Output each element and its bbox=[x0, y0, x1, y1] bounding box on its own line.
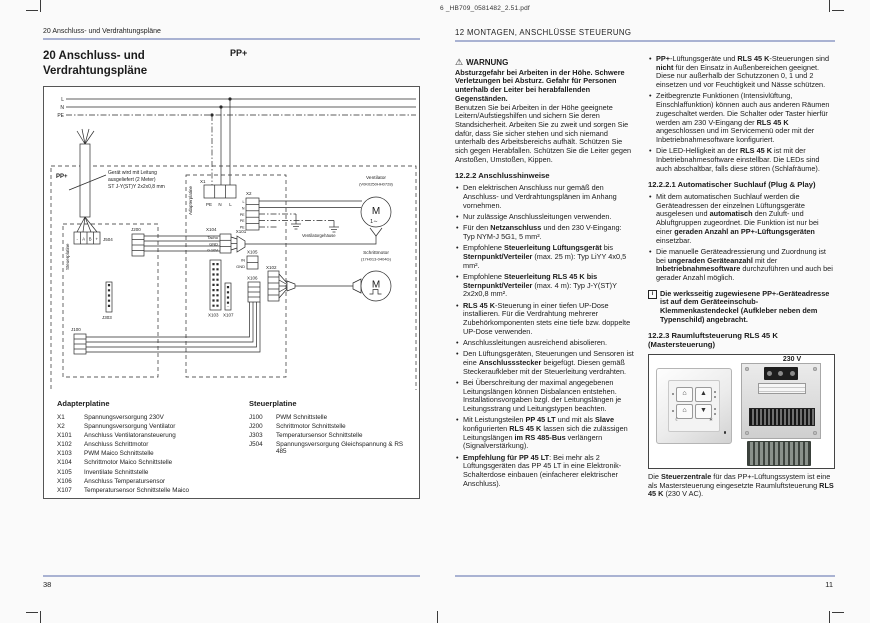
ground-symbol bbox=[291, 220, 301, 229]
ground-symbol bbox=[329, 223, 339, 232]
svg-text:ausgeliefert (2 Meter): ausgeliefert (2 Meter) bbox=[108, 176, 156, 183]
header-rule bbox=[455, 40, 835, 42]
legend-row: X104 Schrittmotor Maico Schnittstelle bbox=[57, 459, 173, 467]
connector-x102: X102 bbox=[266, 264, 277, 270]
legend-row: X102 Anschluss Schrittmotor bbox=[57, 441, 149, 449]
svg-text:L: L bbox=[229, 201, 232, 207]
button-home-icon: ⌂ bbox=[676, 387, 693, 402]
warning-block bbox=[455, 58, 634, 164]
label-ventilatorgehaeuse: Ventilatorgehäuse bbox=[302, 232, 336, 238]
led bbox=[714, 408, 716, 410]
list-item: • Die manuelle Geräteadressierung und Zuordnung ist bei ungeraden Geräteanzahl mit der Inbetriebnahmesoftware durchzuführen und auch bei gerader Anzahl möglich. bbox=[648, 248, 835, 283]
svg-text:L: L bbox=[242, 199, 245, 204]
label-PE: PE bbox=[57, 112, 64, 119]
list-item: • Mit dem automatischen Suchlauf werden die Geräteadressen der einzelnen Lüftungsgeräte ausgelesen und automatisch den Zuluft- und Abluftgruppen zugeordnet. Die Funktion ist nur bei einer geraden Anzahl an PP+-Lüftungsgeräten einsetzbar. bbox=[648, 193, 835, 245]
legend-row: X103 PWM Maico Schnittstelle bbox=[57, 450, 154, 458]
legend-row: X106 Anschluss Temperatursensor bbox=[57, 477, 166, 485]
label-L: L bbox=[61, 96, 64, 103]
warning-title: WARNUNG bbox=[466, 58, 509, 67]
connector-j100: J100 bbox=[71, 326, 81, 332]
svg-text:GND: GND bbox=[236, 263, 245, 269]
fan-icon: ∗ bbox=[708, 417, 713, 424]
list-item: • Die LED-Helligkeit an der RLS 45 K ist mit der Inbetriebnahmesoftware einstellbar. Die LEDs sind auch abschaltbar, falls diese stören (Schlafräume). bbox=[648, 147, 835, 173]
connector-x1: X1 bbox=[200, 178, 206, 184]
pdf-filename: 6 _HB709_0581482_2.51.pdf bbox=[440, 5, 530, 12]
footer-rule bbox=[43, 575, 420, 577]
svg-text:B: B bbox=[88, 236, 92, 241]
connector-x101: X101 bbox=[235, 228, 247, 234]
svg-text:M: M bbox=[371, 279, 381, 290]
rls45k-back-view bbox=[741, 363, 821, 439]
warning-icon: ⚠ bbox=[455, 57, 464, 67]
connector-x104: X104 bbox=[206, 226, 217, 232]
diagram-legend bbox=[57, 399, 415, 497]
legend-row: J100 PWM Schnittstelle bbox=[249, 413, 328, 421]
page-left bbox=[43, 28, 420, 589]
svg-text:N: N bbox=[218, 201, 222, 207]
crop-mark bbox=[832, 10, 844, 11]
svg-text:+: + bbox=[95, 236, 98, 241]
legend-row: X1 Spannungsversorgung 230V bbox=[57, 413, 164, 421]
connector-j200: J200 bbox=[131, 226, 141, 232]
button-down-icon: ▼ bbox=[695, 404, 712, 419]
section-heading: 12.2.2.1 Automatischer Suchlauf (Plug & Play) bbox=[648, 180, 816, 190]
connector-x107: X107 bbox=[223, 312, 234, 317]
legend-row: X105 Inventilate Schnittstelle bbox=[57, 468, 149, 476]
warning-headline: Absturzgefahr bei Arbeiten in der Höhe. Schwere Verletzungen bei Absturz. Gefahr für Personen unterhalb der Leiter bei herabfallenden Gegenständen. bbox=[455, 67, 625, 103]
crop-mark bbox=[437, 611, 438, 623]
wiring-diagram bbox=[44, 87, 419, 390]
list-item: • Bei Überschreitung der maximal angegebenen Leitungslängen können Disbalancen entstehen. Installationsvorgaben bzgl. der Leitungslängen je Leitungsstrang und Leitungstypen beachten. bbox=[455, 379, 634, 414]
button-home2-icon: ⌂ bbox=[676, 404, 693, 419]
schrittmotor-label: Schrittmotor bbox=[363, 250, 389, 256]
page-number-left: 38 bbox=[43, 580, 52, 589]
ventilator-label: Ventilator bbox=[365, 175, 387, 181]
svg-text:ST J-Y(ST)Y 2x2x0,8 mm: ST J-Y(ST)Y 2x2x0,8 mm bbox=[108, 183, 165, 190]
mains-terminal bbox=[764, 367, 798, 380]
connector-x2: X2 bbox=[246, 190, 252, 196]
svg-text:PE: PE bbox=[239, 218, 245, 223]
legend-row: X107 Temperatursensor Schnittstelle Maico bbox=[57, 487, 189, 494]
led bbox=[672, 410, 674, 412]
svg-text:(17H013-0404G): (17H013-0404G) bbox=[360, 256, 392, 261]
connector-x106: X106 bbox=[247, 275, 258, 280]
text-column-1 bbox=[455, 58, 634, 491]
crop-mark bbox=[40, 611, 41, 623]
svg-text:Tacho: Tacho bbox=[207, 234, 218, 240]
diagram-title-pp: PP+ bbox=[230, 48, 248, 58]
wiring-figure-frame bbox=[43, 86, 420, 499]
legend-row: J504 Spannungsversorgung Gleichspannung & RS 485 bbox=[249, 441, 404, 456]
list-item: • Den Lüftungsgeräten, Steuerungen und Sensoren ist eine Anschlussstecker beigefügt. Diesen gemäß Steckeraufkleber mit der Steuerleitung verdrahten. bbox=[455, 350, 634, 376]
section-heading: 12.2.3 Raumluftsteuerung RLS 45 K (Mastersteuerung) bbox=[648, 331, 778, 350]
button-up-icon: ▲ bbox=[695, 387, 712, 402]
legend-steuerplatine: Steuerplatine J100 PWM Schnittstelle J200 Schrittmotor Schnittstelle J303 Temperatursensor Schnittstelle J504 Spannungsversorgung Gleichspannung & RS 485 bbox=[249, 399, 415, 497]
svg-text:A: A bbox=[82, 236, 86, 241]
plug-terminal-strip bbox=[747, 441, 811, 466]
info-icon: i bbox=[648, 290, 657, 299]
crop-mark bbox=[40, 0, 41, 12]
info-note: i Die werksseitig zugewiesene PP+-Geräteadresse ist auf dem Geräteeinschub-Klemmenkastendeckel (Aufkleber neben dem Typenschild) angebracht. bbox=[648, 290, 835, 325]
connector-j504: J504 bbox=[103, 236, 113, 242]
text-column-2 bbox=[648, 55, 835, 499]
running-header-right: 12 MONTAGEN, ANSCHLÜSSE STEUERUNG bbox=[455, 28, 632, 37]
led bbox=[714, 413, 716, 415]
connector-j303: J303 bbox=[102, 314, 112, 320]
legend-adapterplatine: Adapterplatine X1 Spannungsversorgung 230V X2 Spannungsversorgung Ventilator X101 Anschluss Ventilatoransteuerung X102 Anschluss Schrittmotor X103 PWM Maico Schnittstelle X104 Schrittmotor Maico Schnittstelle X105 Inventilate Schnittstelle X106 Anschluss Temperatursensor X107 Temperatursensor Schnittstelle Maico bbox=[57, 399, 249, 497]
label-N: N bbox=[60, 104, 64, 111]
crop-mark bbox=[832, 612, 844, 613]
led bbox=[714, 396, 716, 398]
list-item: • PP+-Lüftungsgeräte und RLS 45 K-Steuerungen sind nicht für den Einsatz in Außenbereichen geeignet. Diese nur außerhalb der Schutzzonen 0, 1 und 2 einsetzen und vor Feuchtigkeit und Nässe schützen. bbox=[648, 55, 835, 90]
svg-text:PE: PE bbox=[239, 212, 245, 217]
legend-row: X2 Spannungsversorgung Ventilator bbox=[57, 422, 176, 430]
voltage-label: 230 V bbox=[782, 355, 802, 363]
crop-mark bbox=[26, 612, 38, 613]
legend-row: J200 Schrittmotor Schnittstelle bbox=[249, 422, 346, 430]
page-right bbox=[455, 28, 835, 589]
moon-icon: ☾ bbox=[675, 417, 680, 424]
led bbox=[672, 393, 674, 395]
svg-text:N: N bbox=[241, 205, 245, 210]
pp-box-label: PP+ bbox=[56, 173, 68, 180]
list-item: • RLS 45 K-Steuerung in einer tiefen UP-Dose installieren. Für die Verdrahtung mehrerer Zubehörkomponenten stets eine tiefe bzw. doppelte UP-Dose verwenden. bbox=[455, 302, 634, 337]
list-item: • Empfohlene Steuerleitung Lüftungsgerät bis Sternpunkt/Verteiler (max. 25 m): Typ LiYY 4x0,5 mm². bbox=[455, 244, 634, 270]
svg-text:-: - bbox=[76, 236, 78, 241]
connector-x105: X105 bbox=[247, 249, 258, 254]
rls45k-figure bbox=[648, 354, 835, 469]
crop-mark bbox=[829, 611, 830, 623]
svg-text:GND: GND bbox=[209, 240, 218, 246]
svg-text:0-10V: 0-10V bbox=[207, 247, 218, 253]
list-item: • Empfohlene Steuerleitung RLS 45 K bis Sternpunkt/Verteiler (max. 4 m): Typ J-Y(ST)Y 2x2x0,8 mm². bbox=[455, 273, 634, 299]
led bbox=[714, 391, 716, 393]
footer-rule bbox=[455, 575, 835, 577]
list-item: • Anschlussleitungen ausreichend abisolieren. bbox=[455, 339, 634, 348]
list-item: • Mit Leistungsteilen PP 45 LT und mit als Slave konfigurierten RLS 45 K lassen sich die zulässigen Leitungslängen im RS 485-Bus verlängern (Signalverstärkung). bbox=[455, 416, 634, 451]
board-steuerplatine: Steuerplatine bbox=[65, 242, 70, 270]
motor-M: M bbox=[371, 205, 381, 217]
legend-row: J303 Temperatursensor Schnittstelle bbox=[249, 431, 363, 439]
crop-mark bbox=[829, 0, 830, 12]
list-item: • Nur zulässige Anschlussleitungen verwenden. bbox=[455, 213, 634, 222]
board-adapterplatine: Adapterplatine bbox=[188, 185, 193, 215]
legend-row: X101 Anschluss Ventilatoransteuerung bbox=[57, 431, 176, 439]
svg-text:1∼: 1∼ bbox=[370, 218, 378, 225]
page-number-right: 11 bbox=[825, 580, 833, 589]
figure-caption: Die Steuerzentrale für das PP+-Lüftungssystem ist eine als Mastersteuerung eingesetzte Raumluftsteuerung RLS 45 K (230 V AC). bbox=[648, 471, 834, 499]
svg-text:IN: IN bbox=[241, 257, 245, 262]
list-item: • Zeitbegrenzte Funktionen (Intensivlüftung, Einschlaffunktion) können auch aus anderen Räumen zugeschaltet werden. Die Schalter oder Taster hierfür werden am 230 V-Eingang der RLS 45 K angeschlossen und im Servicemenü oder mit der Inbetriebnahmesoftware konfiguriert. bbox=[648, 92, 835, 144]
list-item: • Für den Netzanschluss und den 230 V-Eingang: Typ NYM-J 5G1, 5 mm². bbox=[455, 224, 634, 241]
rls45k-front-view bbox=[656, 368, 732, 444]
ir-sensor-dot bbox=[724, 431, 727, 434]
bus-terminal-row bbox=[749, 408, 815, 426]
svg-text:PE: PE bbox=[239, 225, 245, 230]
connector-x103: X103 bbox=[208, 312, 219, 317]
page-title: 20 Anschluss- und Verdrahtungspläne bbox=[43, 49, 148, 77]
cable-note: Gerät wird mit Leitung bbox=[108, 169, 157, 176]
section-heading: 12.2.2 Anschlusshinweise bbox=[455, 171, 550, 181]
list-item: • Empfehlung für PP 45 LT: Bei mehr als 2 Lüftungsgeräten das PP 45 LT in eine Elektronik-Schalterdose einbauen (einfacherer elektrischer Anschluss). bbox=[455, 454, 634, 489]
svg-text:(V0K0250HH0728): (V0K0250HH0728) bbox=[359, 181, 393, 186]
running-header-left: 20 Anschluss- und Verdrahtungspläne bbox=[43, 28, 161, 35]
svg-text:PE: PE bbox=[205, 201, 213, 207]
header-rule bbox=[43, 38, 420, 40]
list-item: • Den elektrischen Anschluss nur gemäß den Anschluss- und Verdrahtungsplänen im Anhang vornehmen. bbox=[455, 184, 634, 210]
type-label bbox=[758, 383, 806, 394]
crop-mark bbox=[26, 10, 38, 11]
warning-body: Benutzen Sie bei Arbeiten in der Höhe geeignete Leitern/Aufstiegshilfen und sichern Sie deren Standsicherheit. Arbeiten Sie zu zweit und sorgen Sie dafür, dass Sie sicher stehen und sich niemand unterhalb des Arbeitsbereichs aufhält. Schützen Sie sich gegen Herabfallen. Schützen Sie die Leiter gegen Anstoßen, Umstoßen, Kippen. bbox=[455, 102, 632, 164]
